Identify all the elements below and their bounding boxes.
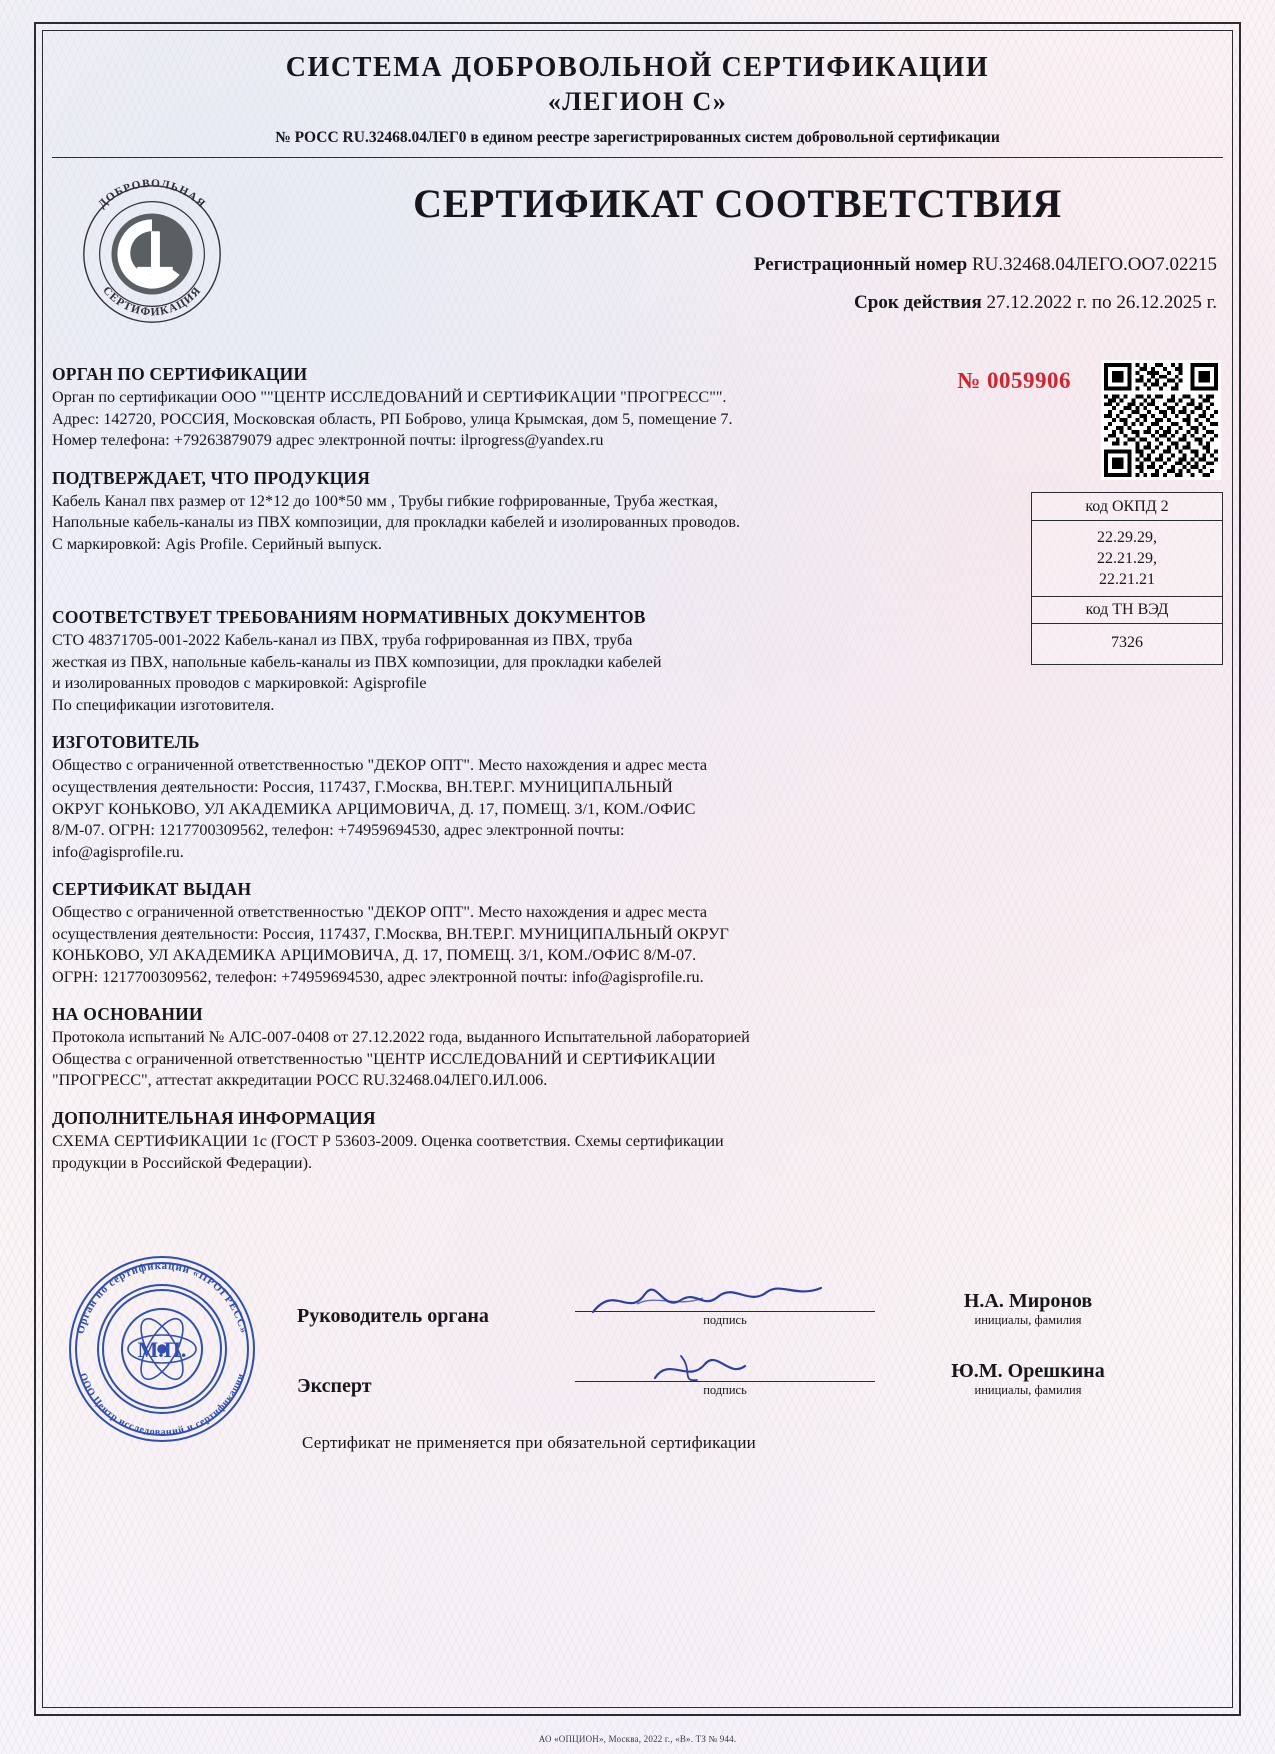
additional-info-line2: продукции в Российской Федерации). [52, 1153, 313, 1172]
product-line2: Напольные кабель-каналы из ПВХ композиции, для прокладки кабелей и изолированных проводов. [52, 513, 741, 532]
product-block [52, 468, 982, 556]
signature-caption-head: подпись [703, 1313, 747, 1327]
basis-heading: НА ОСНОВАНИИ [52, 1004, 203, 1025]
svg-text:СЕРТИФИКАЦИЯ: СЕРТИФИКАЦИЯ [100, 284, 204, 319]
issued-to-line2: осуществления деятельности: Россия, 117437, Г.Москва, ВН.ТЕР.Г. МУНИЦИПАЛЬНЫЙ ОКРУГ [52, 924, 729, 943]
role-label-expert: Эксперт [297, 1375, 372, 1397]
certification-body-block [52, 364, 982, 452]
signature-caption-expert: подпись [703, 1383, 747, 1397]
signer-name-head: Н.А. Миронов [963, 1290, 1093, 1312]
name-slot-expert [893, 1360, 1163, 1398]
signature-line-head [575, 1281, 875, 1312]
manufacturer-line3: ОКРУГ КОНЬКОВО, УЛ АКАДЕМИКА АРЦИМОВИЧА, Д. 17, ПОМЕЩ. 3/1, КОМ./ОФИС [52, 799, 696, 818]
name-caption-expert: инициалы, фамилия [974, 1383, 1082, 1397]
okpd-label: код ОКПД 2 [1032, 493, 1222, 521]
svg-text:ООО Центр исследований и серти: ООО Центр исследований и сертификации [76, 1371, 248, 1439]
product-heading: ПОДТВЕРЖДАЕТ, ЧТО ПРОДУКЦИЯ [52, 467, 371, 488]
signature-row-expert [297, 1351, 1223, 1398]
normative-heading: СООТВЕТСТВУЕТ ТРЕБОВАНИЯМ НОРМАТИВНЫХ ДОКУМЕНТОВ [52, 607, 646, 628]
blank-number: № 0059906 [957, 368, 1071, 393]
signature-area [52, 1243, 1223, 1493]
manufacturer-line5: info@agisprofile.ru. [52, 842, 184, 861]
name-slot-head [893, 1290, 1163, 1328]
certification-body-heading: ОРГАН ПО СЕРТИФИКАЦИИ [52, 364, 308, 384]
issued-to-line1: Общество с ограниченной ответственностью "ДЕКОР ОПТ". Место нахождения и адрес места [52, 903, 708, 922]
manufacturer-line4: 8/М-07. ОГРН: 1217700309562, телефон: +74959694530, адрес электронной почты: [52, 821, 625, 840]
normative-line4: По спецификации изготовителя. [52, 695, 275, 714]
validity-line [854, 292, 1217, 314]
normative-line1: СТО 48371705-001-2022 Кабель-канал из ПВХ, труба гофрированная из ПВХ, труба [52, 631, 633, 650]
issued-to-line4: ОГРН: 1217700309562, телефон: +74959694530, адрес электронной почты: info@agisprofile.ru. [52, 967, 704, 986]
issued-to-line3: КОНЬКОВО, УЛ АКАДЕМИКА АРЦИМОВИЧА, Д. 17, ПОМЕЩ. 3/1, КОМ./ОФИС 8/М-07. [52, 946, 697, 965]
additional-info-line1: СХЕМА СЕРТИФИКАЦИИ 1с (ГОСТ Р 53603-2009. Оценка соответствия. Схемы сертификации [52, 1132, 724, 1151]
signature-slot-head[interactable] [575, 1281, 875, 1328]
certification-body-line3: Номер телефона: +79263879079 адрес электронной почты: ilprogress@yandex.ru [52, 431, 604, 450]
registration-number-label: Регистрационный номер [753, 254, 968, 275]
normative-line2: жесткая из ПВХ, напольные кабель-каналы из ПВХ композиции, для прокладки кабелей [52, 652, 662, 671]
okpd-code-2: 22.21.29, [1097, 550, 1157, 568]
normative-block [52, 607, 982, 716]
system-title-line2: «ЛЕГИОН С» [547, 87, 728, 116]
system-registry-line: № РОСС RU.32468.04ЛЕГ0 в едином реестре зарегистрированных систем добровольной сертификации [275, 129, 1000, 146]
basis-line3: "ПРОГРЕСС", аттестат аккредитации РОСС RU.32468.04ЛЕГ0.ИЛ.006. [52, 1071, 548, 1090]
voluntary-certification-emblem-icon [68, 170, 236, 338]
manufacturer-block [52, 732, 982, 863]
official-round-stamp-icon [62, 1249, 262, 1449]
signature-line-expert [575, 1351, 875, 1382]
registration-number-value: RU.32468.04ЛЕГО.ОО7.02215 [971, 254, 1217, 275]
manufacturer-line2: осуществления деятельности: Россия, 117437, Г.Москва, ВН.ТЕР.Г. МУНИЦИПАЛЬНЫЙ [52, 778, 673, 797]
certificate-body [52, 364, 1223, 1174]
page-title: СЕРТИФИКАТ СООТВЕТСТВИЯ [413, 181, 1062, 226]
title-band [52, 158, 1223, 348]
footer-note: Сертификат не применяется при обязательной сертификации [302, 1433, 756, 1452]
issued-to-block [52, 879, 982, 988]
okpd-code-3: 22.21.21 [1099, 571, 1155, 589]
product-line3: С маркировкой: Agis Profile. Серийный выпуск. [52, 534, 382, 553]
validity-label: Срок действия [854, 292, 982, 313]
basis-block [52, 1004, 982, 1092]
validity-value: 27.12.2022 г. по 26.12.2025 г. [986, 292, 1217, 313]
basis-line2: Общества с ограниченной ответственностью "ЦЕНТР ИССЛЕДОВАНИЙ И СЕРТИФИКАЦИИ [52, 1049, 716, 1068]
manufacturer-heading: ИЗГОТОВИТЕЛЬ [52, 732, 200, 753]
product-line1: Кабель Канал пвх размер от 12*12 до 100*50 мм , Трубы гибкие гофрированные, Труба жесткая, [52, 491, 718, 510]
role-label-head: Руководитель органа [297, 1305, 489, 1327]
registration-number-line [754, 254, 1217, 276]
okpd-code-1: 22.29.29, [1097, 529, 1157, 546]
basis-line1: Протокола испытаний № АЛС-007-0408 от 27.12.2022 года, выданного Испытательной лабораторией [52, 1028, 750, 1047]
manufacturer-line1: Общество с ограниченной ответственностью "ДЕКОР ОПТ". Место нахождения и адрес места [52, 756, 708, 775]
system-title-line1: СИСТЕМА ДОБРОВОЛЬНОЙ СЕРТИФИКАЦИИ [285, 52, 990, 83]
issued-to-heading: СЕРТИФИКАТ ВЫДАН [52, 879, 252, 900]
certification-body-line1: Орган по сертификации ООО ""ЦЕНТР ИССЛЕДОВАНИЙ И СЕРТИФИКАЦИИ "ПРОГРЕСС"". [52, 388, 727, 406]
svg-text:Орган по сертификации «ПРОГРЕС: Орган по сертификации «ПРОГРЕСС» [74, 1259, 250, 1336]
okpd-codes [1032, 521, 1222, 596]
qr-code-icon [1101, 360, 1221, 480]
additional-info-heading: ДОПОЛНИТЕЛЬНАЯ ИНФОРМАЦИЯ [52, 1108, 376, 1129]
normative-line3: и изолированных проводов с маркировкой: Agisprofile [52, 674, 427, 693]
svg-text:М.П.: М.П. [137, 1337, 187, 1362]
additional-info-block [52, 1108, 982, 1174]
signature-row-head [297, 1281, 1223, 1328]
certification-body-line2: Адрес: 142720, РОССИЯ, Московская область, РП Боброво, улица Крымская, дом 5, помещение 7. [52, 409, 733, 428]
svg-text:ДОБРОВОЛЬНАЯ: ДОБРОВОЛЬНАЯ [96, 177, 208, 211]
tnved-value: 7326 [1111, 634, 1143, 652]
certificate-content [52, 38, 1223, 1700]
name-caption-head: инициалы, фамилия [974, 1313, 1082, 1327]
tnved-label: код ТН ВЭД [1032, 596, 1222, 624]
signer-name-expert: Ю.М. Орешкина [951, 1360, 1105, 1382]
signature-slot-expert[interactable] [575, 1351, 875, 1398]
printing-house-info: АО «ОПЦИОН», Москва, 2022 г., «В». ТЗ № 944. [538, 1734, 737, 1744]
codes-box [1031, 492, 1223, 665]
